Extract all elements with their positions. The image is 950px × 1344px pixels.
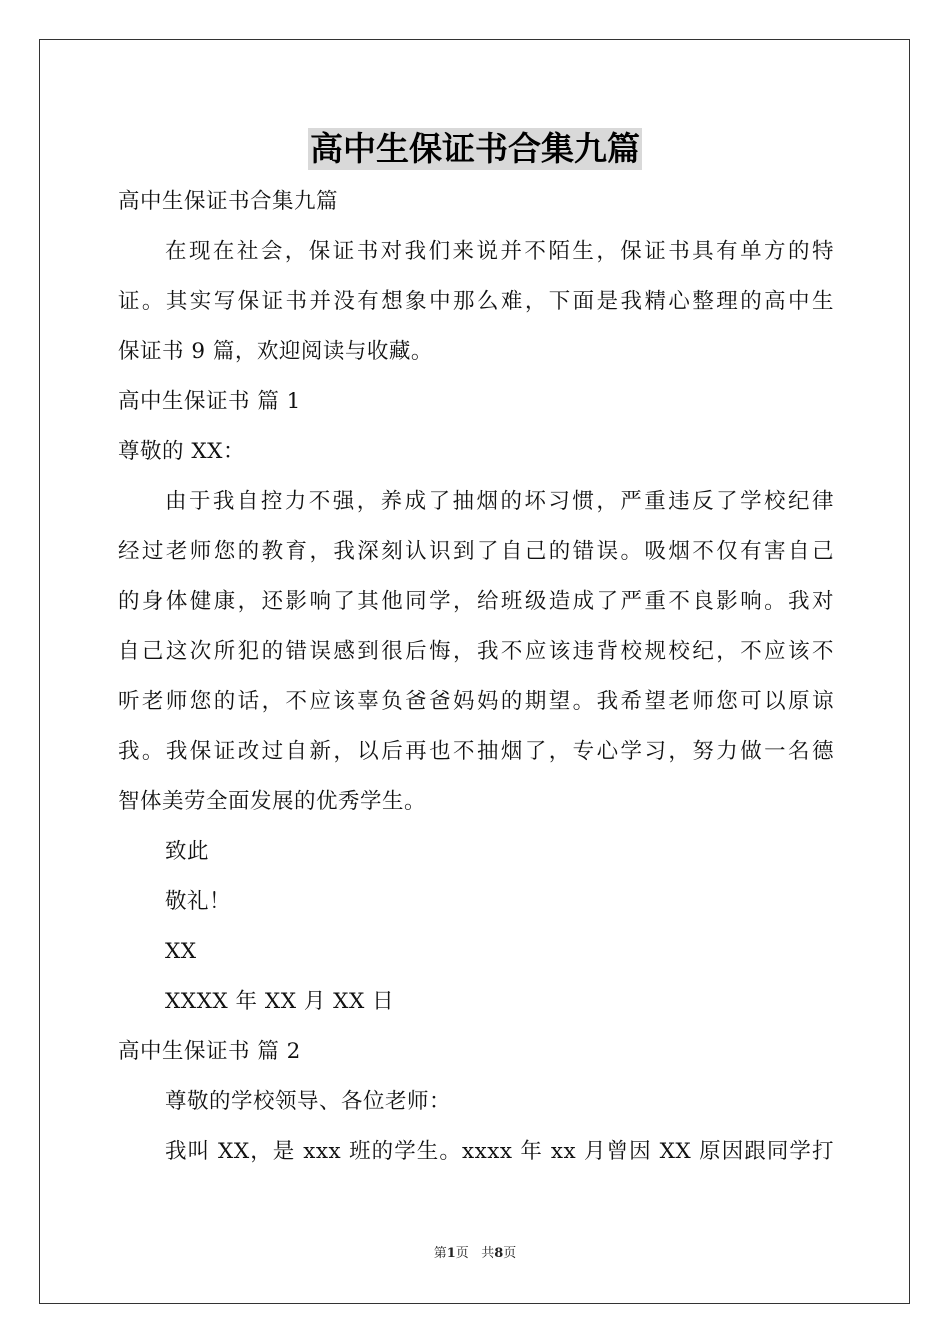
subtitle-line: 高中生保证书合集九篇 <box>118 189 339 214</box>
document-title: 高中生保证书合集九篇 <box>310 129 640 168</box>
footer-page-total: 8 <box>494 1246 504 1261</box>
body-line-6: 我。我保证改过自新，以后再也不抽烟了，专心学习，努力做一名德 <box>118 739 834 764</box>
title-container <box>0 128 950 170</box>
closing-line-1: 致此 <box>165 839 210 864</box>
body-line-1: 由于我自控力不强，养成了抽烟的坏习惯，严重违反了学校纪律 <box>165 489 834 514</box>
salutation-1: 尊敬的 XX： <box>118 439 245 464</box>
body-line-4: 自己这次所犯的错误感到很后悔，我不应该违背校规校纪，不应该不 <box>118 639 834 664</box>
footer-page-unit: 页 <box>455 1246 469 1261</box>
intro-line-3: 保证书 9 篇，欢迎阅读与收藏。 <box>118 339 433 364</box>
footer-page-current: 1 <box>446 1246 456 1261</box>
body-line-2: 经过老师您的教育，我深刻认识到了自己的错误。吸烟不仅有害自己 <box>118 539 834 564</box>
footer-total-prefix: 共 <box>481 1246 495 1261</box>
section-heading-1: 高中生保证书 篇 1 <box>118 389 301 414</box>
footer-total-unit: 页 <box>503 1246 517 1261</box>
footer-page-prefix: 第 <box>433 1246 447 1261</box>
body-line-3: 的身体健康，还影响了其他同学，给班级造成了严重不良影响。我对 <box>118 589 834 614</box>
body2-line-1: 我叫 XX，是 xxx 班的学生。xxxx 年 xx 月曾因 XX 原因跟同学打 <box>165 1139 834 1164</box>
page-footer <box>0 1244 950 1264</box>
intro-line-2: 证。其实写保证书并没有想象中那么难，下面是我精心整理的高中生 <box>118 289 834 314</box>
section-heading-2: 高中生保证书 篇 2 <box>118 1039 301 1064</box>
signature-date: XXXX 年 XX 月 XX 日 <box>165 989 395 1014</box>
intro-line-1: 在现在社会，保证书对我们来说并不陌生，保证书具有单方的特 <box>165 239 834 264</box>
salutation-2: 尊敬的学校领导、各位老师： <box>165 1089 452 1114</box>
closing-line-2: 敬礼！ <box>165 889 232 914</box>
document-body <box>118 177 834 1177</box>
body-line-5: 听老师您的话，不应该辜负爸爸妈妈的期望。我希望老师您可以原谅 <box>118 689 834 714</box>
signature-name: XX <box>165 939 197 964</box>
body-line-7: 智体美劳全面发展的优秀学生。 <box>118 789 427 814</box>
